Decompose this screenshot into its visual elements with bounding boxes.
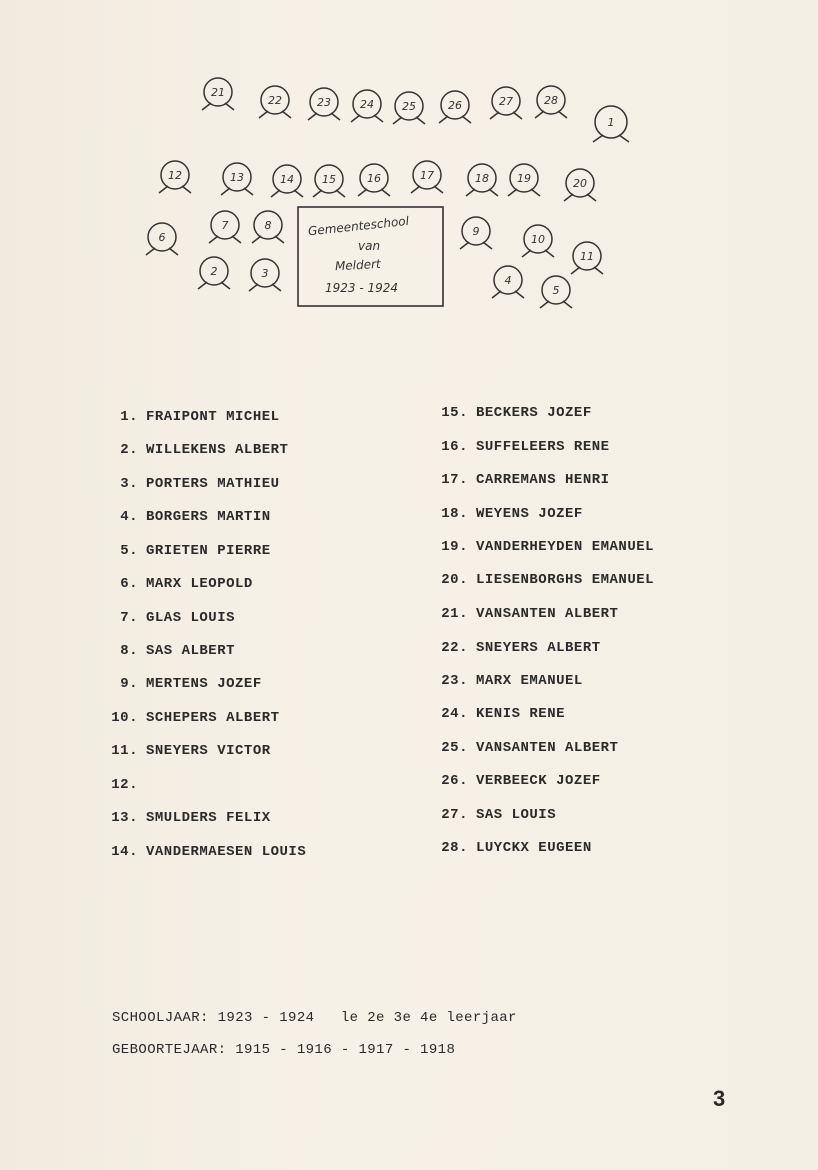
seat-number: 17 <box>420 169 434 182</box>
seat-arm-line <box>515 291 524 298</box>
seat-arm-line <box>460 242 469 249</box>
list-item: 3. PORTERS MATHIEU <box>120 476 280 492</box>
seat-27 <box>490 87 522 119</box>
seat-7 <box>209 211 241 243</box>
seat-number: 3 <box>261 267 269 280</box>
seat-14 <box>271 165 303 197</box>
seat-arm-line <box>462 116 471 123</box>
seat-arm-line <box>358 189 367 196</box>
seat-10 <box>522 225 554 257</box>
seat-arm-line <box>619 135 629 142</box>
seat-arm-line <box>393 117 402 124</box>
seat-arm-line <box>522 250 531 257</box>
seat-arm-line <box>275 236 284 243</box>
list-item: 15. BECKERS JOZEF <box>441 405 592 421</box>
list-item: 12. <box>111 777 138 793</box>
seat-number: 7 <box>221 219 229 232</box>
seat-number: 10 <box>531 233 545 246</box>
seat-arm-line <box>571 267 580 274</box>
seat-arm-line <box>535 111 544 118</box>
page-number: 3 <box>713 1086 726 1111</box>
seat-8 <box>252 211 284 243</box>
seat-arm-line <box>198 282 207 289</box>
seat-9 <box>460 217 492 249</box>
sign-line-years: 1923 - 1924 <box>325 281 399 295</box>
seat-arm-line <box>563 301 572 308</box>
seat-16 <box>358 164 390 196</box>
seat-arm-line <box>244 188 253 195</box>
seat-number: 6 <box>158 231 166 244</box>
seat-arm-line <box>540 301 549 308</box>
seat-arm-line <box>483 242 492 249</box>
list-item: 21. VANSANTEN ALBERT <box>441 606 619 622</box>
list-item: 9. MERTENS JOZEF <box>120 676 262 692</box>
list-item: 1. FRAIPONT MICHEL <box>120 409 280 425</box>
seat-arm-line <box>308 113 317 120</box>
seat-arm-line <box>508 189 517 196</box>
seat-arm-line <box>587 194 596 201</box>
school-sign <box>298 207 443 306</box>
geboortejaar-line: GEBOORTEJAAR: 1915 - 1916 - 1917 - 1918 <box>112 1042 456 1058</box>
seat-4 <box>492 266 524 298</box>
seat-arm-line <box>411 186 420 193</box>
seat-number: 2 <box>210 265 218 278</box>
seat-number: 24 <box>360 98 374 111</box>
seat-28 <box>535 86 567 118</box>
seat-13 <box>221 163 253 195</box>
seat-number: 11 <box>580 250 594 263</box>
seat-arm-line <box>531 189 540 196</box>
list-item: 20. LIESENBORGHS EMANUEL <box>441 572 655 588</box>
schooljaar-line: SCHOOLJAAR: 1923 - 1924 le 2e 3e 4e leerjaar <box>112 1010 517 1026</box>
seat-number: 1 <box>607 116 615 129</box>
list-item: 27. SAS LOUIS <box>441 807 557 823</box>
class-seating-diagram <box>0 0 818 330</box>
seat-arm-line <box>336 190 345 197</box>
list-item: 19. VANDERHEYDEN EMANUEL <box>441 539 655 555</box>
seat-number: 5 <box>552 284 560 297</box>
list-item: 10. SCHEPERS ALBERT <box>111 710 280 726</box>
seat-number: 15 <box>322 173 336 186</box>
list-item: 11. SNEYERS VICTOR <box>111 743 271 759</box>
seat-19 <box>508 164 540 196</box>
list-item: 25. VANSANTEN ALBERT <box>441 740 619 756</box>
seat-arm-line <box>221 282 230 289</box>
seat-arm-line <box>282 111 291 118</box>
list-item: 23. MARX EMANUEL <box>441 673 583 689</box>
seat-15 <box>313 165 345 197</box>
list-item: 16. SUFFELEERS RENE <box>441 439 610 455</box>
seat-arm-line <box>169 248 178 255</box>
list-item: 28. LUYCKX EUGEEN <box>441 840 592 856</box>
seat-arm-line <box>182 186 191 193</box>
list-item: 6. MARX LEOPOLD <box>120 576 253 592</box>
seat-number: 18 <box>475 172 489 185</box>
seat-arm-line <box>558 111 567 118</box>
list-item: 26. VERBEECK JOZEF <box>441 773 601 789</box>
seat-arm-line <box>434 186 443 193</box>
seat-23 <box>308 88 340 120</box>
seat-number: 23 <box>317 96 331 109</box>
seat-arm-line <box>294 190 303 197</box>
seat-number: 20 <box>573 177 587 190</box>
list-item: 22. SNEYERS ALBERT <box>441 640 601 656</box>
seat-3 <box>249 259 281 291</box>
seat-group <box>146 78 629 308</box>
seat-21 <box>202 78 234 110</box>
seat-arm-line <box>252 236 261 243</box>
seat-arm-line <box>249 284 258 291</box>
seat-arm-line <box>374 115 383 122</box>
seat-25 <box>393 92 425 124</box>
sign-line-school: Gemeenteschool <box>307 213 410 239</box>
seat-arm-line <box>439 116 448 123</box>
seat-26 <box>439 91 471 123</box>
seat-number: 12 <box>168 169 182 182</box>
seat-arm-line <box>209 236 218 243</box>
seat-number: 16 <box>367 172 381 185</box>
seat-arm-line <box>202 103 211 110</box>
seat-arm-line <box>490 112 499 119</box>
seat-arm-line <box>259 111 268 118</box>
seat-20 <box>564 169 596 201</box>
sign-line-van: van <box>358 239 381 253</box>
seat-arm-line <box>232 236 241 243</box>
seat-arm-line <box>159 186 168 193</box>
seat-arm-line <box>146 248 155 255</box>
seat-24 <box>351 90 383 122</box>
seat-22 <box>259 86 291 118</box>
seat-arm-line <box>351 115 360 122</box>
seat-number: 27 <box>499 95 513 108</box>
seat-12 <box>159 161 191 193</box>
seat-number: 19 <box>517 172 531 185</box>
list-item: 8. SAS ALBERT <box>120 643 236 659</box>
seat-number: 13 <box>230 171 244 184</box>
list-item: 4. BORGERS MARTIN <box>120 509 271 525</box>
list-item: 7. GLAS LOUIS <box>120 610 236 626</box>
list-item: 17. CARREMANS HENRI <box>441 472 610 488</box>
list-item: 14. VANDERMAESEN LOUIS <box>111 844 307 860</box>
seat-number: 21 <box>211 86 225 99</box>
seat-number: 14 <box>280 173 294 186</box>
seat-number: 8 <box>264 219 272 232</box>
seat-arm-line <box>221 188 230 195</box>
seat-arm-line <box>272 284 281 291</box>
seat-1 <box>593 106 629 142</box>
list-item: 2. WILLEKENS ALBERT <box>120 442 289 458</box>
list-item: 5. GRIETEN PIERRE <box>120 543 271 559</box>
list-item: 24. KENIS RENE <box>441 706 566 722</box>
seat-arm-line <box>313 190 322 197</box>
seat-11 <box>571 242 603 274</box>
seat-2 <box>198 257 230 289</box>
seat-number: 28 <box>544 94 558 107</box>
sign-line-place: Meldert <box>334 256 382 274</box>
seat-number: 26 <box>448 99 462 112</box>
seat-arm-line <box>225 103 234 110</box>
seat-number: 9 <box>472 225 480 238</box>
seat-number: 4 <box>504 274 512 287</box>
seat-arm-line <box>271 190 280 197</box>
seat-arm-line <box>492 291 501 298</box>
seat-18 <box>466 164 498 196</box>
seat-arm-line <box>545 250 554 257</box>
seat-arm-line <box>513 112 522 119</box>
seat-5 <box>540 276 572 308</box>
seat-arm-line <box>594 267 603 274</box>
seat-6 <box>146 223 178 255</box>
seat-number: 22 <box>268 94 282 107</box>
list-item: 18. WEYENS JOZEF <box>441 506 583 522</box>
seat-arm-line <box>564 194 573 201</box>
seat-number: 25 <box>402 100 416 113</box>
seat-arm-line <box>331 113 340 120</box>
seat-arm-line <box>593 135 603 142</box>
seat-17 <box>411 161 443 193</box>
seat-arm-line <box>416 117 425 124</box>
seat-arm-line <box>381 189 390 196</box>
seat-arm-line <box>489 189 498 196</box>
seat-arm-line <box>466 189 475 196</box>
list-item: 13. SMULDERS FELIX <box>111 810 271 826</box>
